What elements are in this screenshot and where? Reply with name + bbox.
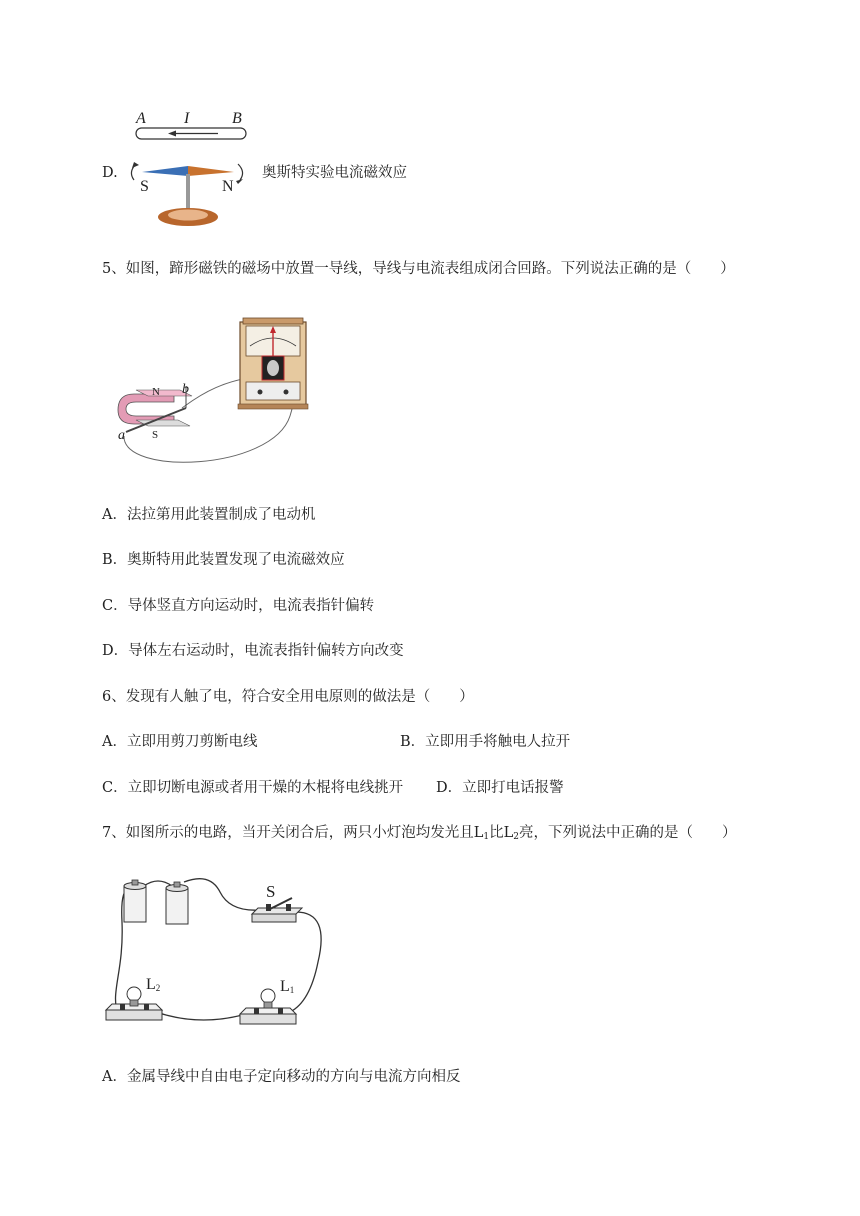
label-s: S [140, 178, 149, 195]
q7-sub2: 2 [513, 832, 519, 842]
label-n: N [222, 178, 234, 195]
magnet-galvanometer-figure [112, 316, 317, 471]
circuit-figure [100, 872, 332, 1034]
q4-option-d-caption: 奥斯特实验电流磁效应 [262, 165, 407, 181]
q6-option-a: A．立即用剪刀剪断电线 [102, 734, 258, 750]
label-b: b [182, 382, 189, 397]
label-l1-text: L [280, 978, 290, 995]
oersted-figure [120, 108, 260, 233]
horseshoe-magnet [118, 394, 174, 424]
q6-option-d: D．立即打电话报警 [436, 780, 564, 796]
needle-n-half [188, 166, 234, 176]
q7-stem-part1: 7、如图所示的电路，当开关闭合后，两只小灯泡均发光且L [102, 825, 484, 841]
q6-stem: 6、发现有人触了电，符合安全用电原则的做法是（ ） [102, 689, 474, 705]
q7-sub1: 1 [483, 832, 490, 842]
label-n: N [152, 386, 160, 398]
switch [252, 914, 296, 922]
q7-stem-part2: 比L [489, 825, 514, 841]
lamp-l2-base [106, 1010, 162, 1020]
q5-stem: 5、如图，蹄形磁铁的磁场中放置一导线，导线与电流表组成闭合回路。下列说法正确的是（ ） [102, 261, 735, 277]
lamp-l2-bulb [127, 987, 141, 1001]
label-a: a [118, 428, 125, 443]
label-l1-sub: 1 [289, 985, 295, 995]
q5-option-d: D．导体左右运动时，电流表指针偏转方向改变 [102, 643, 404, 659]
label-i: I [184, 110, 190, 127]
q4-option-d-letter: D. [102, 165, 118, 181]
q5-option-b: B．奥斯特用此装置发现了电流磁效应 [102, 552, 345, 568]
lamp-l1-bulb [261, 989, 275, 1003]
needle-s-half [142, 166, 188, 176]
label-s: S [152, 429, 159, 441]
lamp-l1-base [240, 1014, 296, 1024]
battery-2 [166, 888, 188, 924]
label-l2-text: L [146, 976, 156, 993]
q6-option-b: B．立即用手将触电人拉开 [400, 734, 571, 750]
q5-option-c: C．导体竖直方向运动时，电流表指针偏转 [102, 598, 375, 614]
q7-stem-part3: 亮，下列说法中正确的是（ ） [518, 825, 737, 841]
label-l1 [280, 978, 294, 996]
q7-stem [102, 823, 736, 847]
label-a: A [136, 110, 146, 127]
label-l2-sub: 2 [155, 983, 161, 993]
battery-1 [124, 886, 146, 922]
label-b: B [232, 110, 242, 127]
q5-option-a: A．法拉第用此装置制成了电动机 [102, 507, 316, 523]
q7-option-a: A．金属导线中自由电子定向移动的方向与电流方向相反 [102, 1069, 461, 1085]
q6-option-c: C．立即切断电源或者用干燥的木棍将电线挑开 [102, 780, 404, 796]
label-s: S [266, 882, 276, 901]
label-l2 [146, 976, 160, 994]
